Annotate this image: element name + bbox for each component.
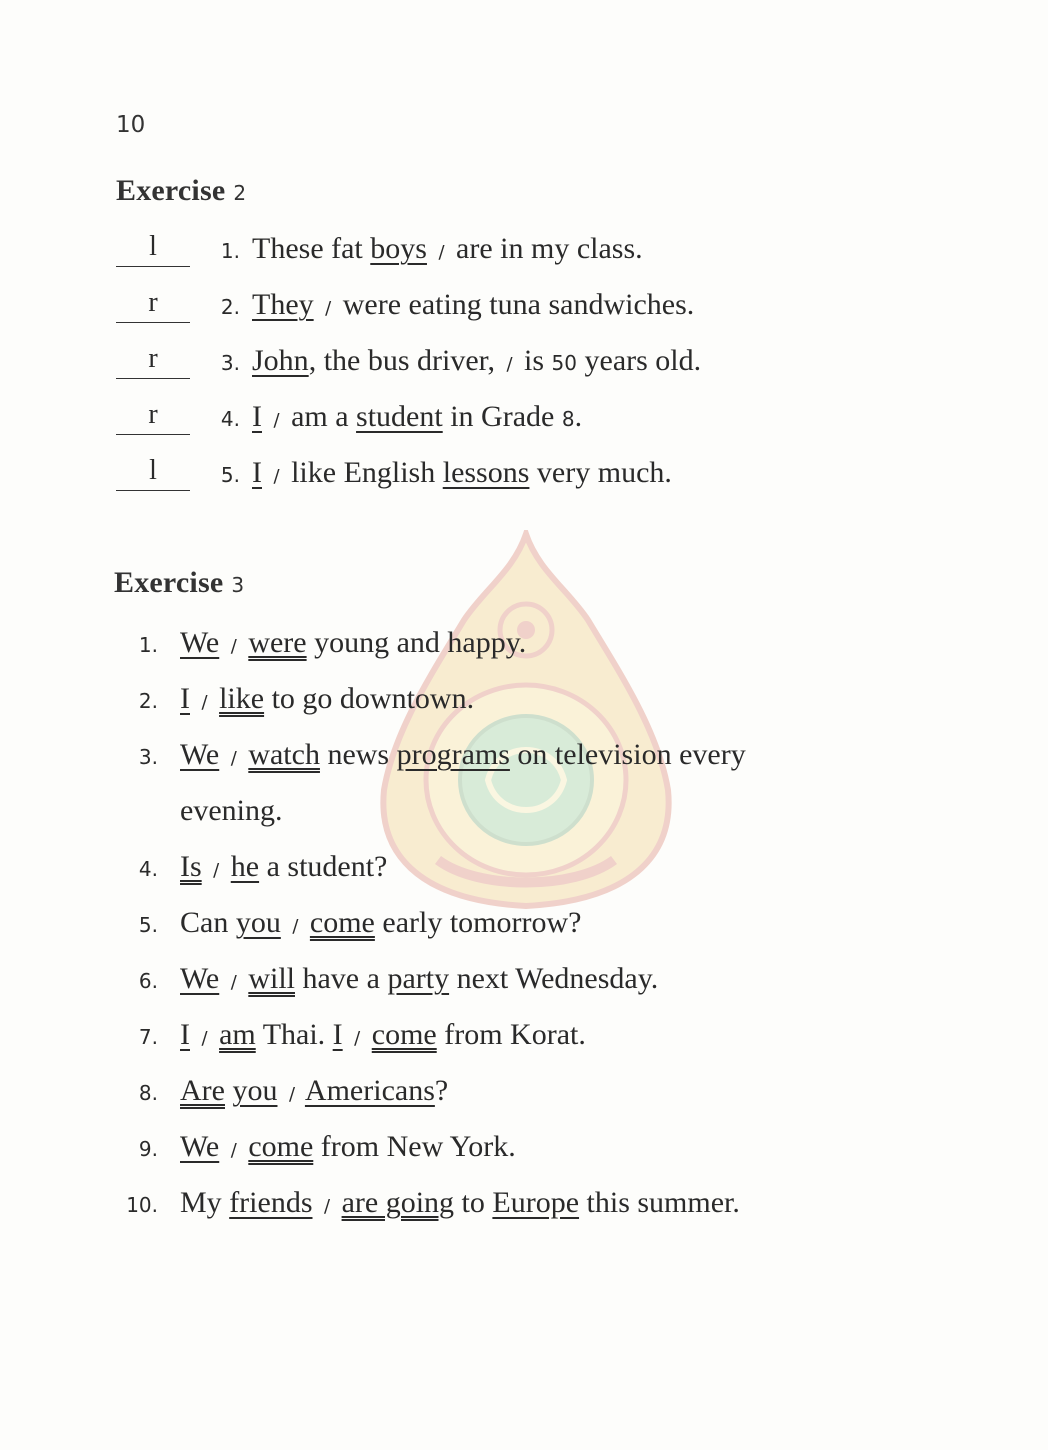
text-run: [277, 1074, 285, 1107]
answer-blank: r: [116, 344, 190, 379]
item-number: 4.: [138, 857, 158, 881]
text-run: [219, 738, 227, 771]
text-run: [212, 682, 220, 715]
text-run: [190, 682, 198, 715]
underlined-word: lessons: [442, 456, 530, 489]
text-run: from New York.: [313, 1130, 516, 1163]
underlined-word: Americans: [304, 1074, 435, 1107]
underlined-word: you: [235, 906, 281, 939]
numeral: 50: [551, 351, 577, 375]
item-number: 5.: [138, 913, 158, 937]
text-run: [262, 456, 270, 489]
exercise-2-sentence: [252, 288, 694, 326]
answer-blank: l: [116, 232, 190, 267]
text-run: [334, 1186, 342, 1219]
text-run: to go downtown.: [264, 682, 475, 715]
text-run: [202, 850, 210, 883]
exercise-3-sentence: [180, 962, 658, 1000]
double-underlined-word: are going: [341, 1186, 455, 1219]
underlined-word: I: [252, 400, 262, 433]
double-underlined-word: will: [248, 962, 295, 995]
text-run: were eating tuna sandwiches.: [335, 288, 695, 321]
text-run: have a: [294, 962, 388, 995]
text-run: am a: [283, 400, 357, 433]
text-run: are in my class.: [448, 232, 643, 265]
exercise-2-sentence: [252, 344, 701, 382]
slash-separator: /: [506, 354, 513, 375]
underlined-word: boys: [370, 232, 427, 265]
text-run: Can: [180, 906, 236, 939]
text-run: [212, 1018, 220, 1051]
slash-separator: /: [292, 916, 299, 937]
underlined-word: I: [252, 456, 262, 489]
text-run: [219, 626, 227, 659]
text-run: evening.: [180, 794, 283, 827]
slash-separator: /: [273, 410, 280, 431]
text-run: Thai.: [255, 1018, 333, 1051]
exercise-2-title: Exercise: [116, 174, 226, 207]
text-run: in Grade: [442, 400, 562, 433]
slash-separator: /: [230, 1140, 237, 1161]
double-underlined-word: am: [219, 1018, 256, 1051]
slash-separator: /: [213, 860, 220, 881]
item-number: 6.: [138, 969, 158, 993]
text-run: this summer.: [579, 1186, 740, 1219]
text-run: [302, 906, 310, 939]
underlined-word: They: [252, 288, 314, 321]
double-underlined-word: come: [371, 1018, 437, 1051]
text-run: is: [516, 344, 552, 377]
slash-separator: /: [354, 1028, 361, 1049]
slash-separator: /: [201, 692, 208, 713]
exercise-2-sentence: [252, 232, 643, 270]
slash-separator: /: [438, 242, 445, 263]
item-number: 10.: [126, 1193, 158, 1217]
item-number: 1.: [220, 239, 240, 263]
page-number: 10: [116, 112, 146, 138]
text-run: news: [319, 738, 397, 771]
text-run: from Korat.: [436, 1018, 586, 1051]
slash-separator: /: [324, 1196, 331, 1217]
double-underlined-word: come: [248, 1130, 314, 1163]
text-run: [314, 288, 322, 321]
exercise-2-number: 2: [233, 181, 247, 205]
text-run: [364, 1018, 372, 1051]
exercise-3-sentence: [180, 1018, 586, 1056]
exercise-2-heading: [116, 174, 246, 208]
underlined-word: John: [252, 344, 309, 377]
text-run: [223, 850, 231, 883]
double-underlined-word: like: [219, 682, 265, 715]
underlined-word: We: [180, 962, 220, 995]
item-number: 2.: [138, 689, 158, 713]
double-underlined-word: Is: [180, 850, 202, 883]
item-number: 8.: [138, 1081, 158, 1105]
underlined-word: friends: [229, 1186, 313, 1219]
underlined-word: I: [180, 682, 190, 715]
text-run: very much.: [529, 456, 672, 489]
slash-separator: /: [230, 748, 237, 769]
text-run: [281, 906, 289, 939]
item-number: 3.: [220, 351, 240, 375]
text-run: These fat: [252, 232, 371, 265]
slash-separator: /: [273, 466, 280, 487]
exercise-3-sentence: [180, 1186, 740, 1224]
slash-separator: /: [325, 298, 332, 319]
text-run: ?: [434, 1074, 449, 1107]
institution-seal-watermark-icon: [378, 530, 674, 910]
text-run: years old.: [577, 344, 702, 377]
text-run: early tomorrow?: [374, 906, 582, 939]
item-number: 7.: [138, 1025, 158, 1049]
text-run: .: [574, 400, 583, 433]
item-number: 2.: [220, 295, 240, 319]
text-run: [427, 232, 435, 265]
answer-blank: r: [116, 288, 190, 323]
underlined-word: I: [180, 1018, 190, 1051]
text-run: My: [180, 1186, 230, 1219]
text-run: [219, 1130, 227, 1163]
item-number: 4.: [220, 407, 240, 431]
text-run: like English: [283, 456, 443, 489]
exercise-3-number: 3: [231, 573, 245, 597]
slash-separator: /: [201, 1028, 208, 1049]
exercise-3-sentence: [180, 626, 526, 664]
text-run: to: [454, 1186, 493, 1219]
text-run: on television every: [509, 738, 746, 771]
exercise-3-sentence: [180, 682, 474, 720]
exercise-3-sentence: [180, 738, 746, 776]
underlined-word: We: [180, 1130, 220, 1163]
item-number: 5.: [220, 463, 240, 487]
underlined-word: student: [356, 400, 443, 433]
underlined-word: programs: [396, 738, 510, 771]
underlined-word: you: [232, 1074, 278, 1107]
slash-separator: /: [288, 1084, 296, 1105]
exercise-3-sentence: [180, 1130, 516, 1168]
double-underlined-word: come: [309, 906, 375, 939]
answer-blank: r: [116, 400, 190, 435]
text-run: young and happy.: [306, 626, 527, 659]
text-run: [343, 1018, 351, 1051]
underlined-word: We: [180, 738, 220, 771]
exercise-3-sentence: [180, 1074, 448, 1112]
numeral: 8: [561, 407, 575, 431]
exercise-3-sentence: [180, 794, 282, 828]
underlined-word: We: [180, 626, 220, 659]
text-run: , the bus driver,: [308, 344, 503, 377]
double-underlined-word: watch: [248, 738, 320, 771]
text-run: [262, 400, 270, 433]
item-number: 3.: [138, 745, 158, 769]
text-run: [190, 1018, 198, 1051]
text-run: a student?: [259, 850, 388, 883]
slash-separator: /: [230, 636, 237, 657]
double-underlined-word: were: [248, 626, 307, 659]
item-number: 1.: [138, 633, 158, 657]
answer-blank: l: [116, 456, 190, 491]
underlined-word: Europe: [492, 1186, 580, 1219]
text-run: next Wednesday.: [449, 962, 659, 995]
exercise-3-heading: [114, 566, 244, 600]
exercise-3-title: Exercise: [114, 566, 224, 599]
text-run: [313, 1186, 321, 1219]
exercise-2-sentence: [252, 400, 582, 438]
underlined-word: party: [387, 962, 450, 995]
exercise-3-sentence: [180, 850, 387, 888]
double-underlined-word: Are: [180, 1074, 225, 1107]
exercise-3-sentence: [180, 906, 581, 944]
slash-separator: /: [230, 972, 237, 993]
item-number: 9.: [138, 1137, 158, 1161]
underlined-word: I: [332, 1018, 343, 1051]
text-run: [219, 962, 227, 995]
underlined-word: he: [230, 850, 260, 883]
exercise-2-sentence: [252, 456, 672, 494]
